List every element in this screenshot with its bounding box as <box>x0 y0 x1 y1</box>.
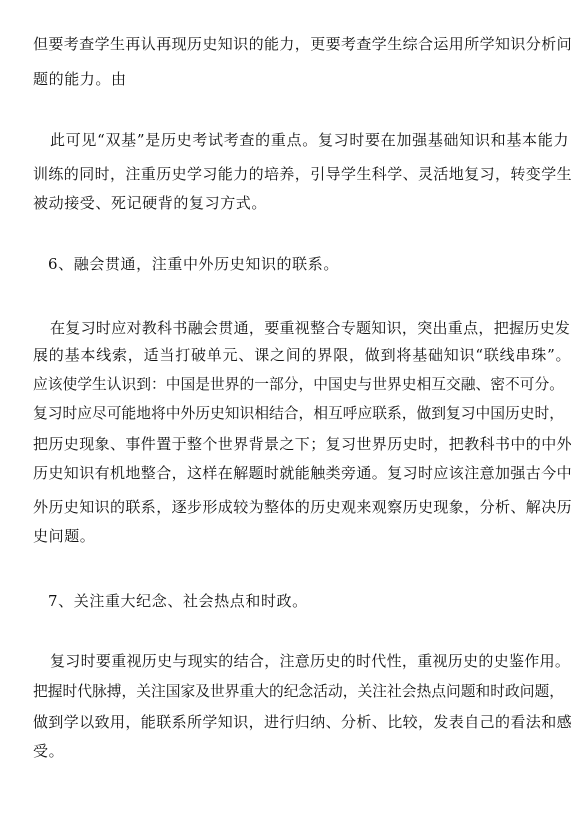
paragraph-4-line-1: 复习时要重视历史与现实的结合，注意历史的时代性，重视历史的史鉴作用。 <box>50 652 571 670</box>
paragraph-4-line-4: 受。 <box>33 742 65 760</box>
section-heading-6: 6、融会贯通，注重中外历史知识的联系。 <box>48 255 339 273</box>
paragraph-3-line-3: 应该使学生认识到：中国是世界的一部分，中国史与世界史相互交融、密不可分。 <box>33 376 564 393</box>
paragraph-1-line-1: 但要考查学生再认再现历史知识的能力，更要考查学生综合运用所学知识分析问 <box>33 35 573 53</box>
section-heading-7: 7、关注重大纪念、社会热点和时政。 <box>48 592 308 610</box>
paragraph-2-line-1: 此可见“双基”是历史考试考查的重点。复习时要在加强基础知识和基本能力 <box>50 131 570 149</box>
paragraph-2-line-3: 被动接受、死记硬背的复习方式。 <box>33 194 268 212</box>
paragraph-4-line-2: 把握时代脉搏，关注国家及世界重大的纪念活动，关注社会热点问题和时政问题， <box>33 683 564 700</box>
paragraph-3-line-5: 把历史现象、事件置于整个世界背景之下；复习世界历史时，把教科书中的中外 <box>33 435 573 453</box>
paragraph-3-line-8: 史问题。 <box>33 527 96 545</box>
paragraph-3-line-1: 在复习时应对教科书融会贯通，要重视整合专题知识，突出重点，把握历史发 <box>50 319 571 337</box>
paragraph-3-line-7: 外历史知识的联系，逐步形成较为整体的历史观来观察历史现象，分析、解决历 <box>33 498 573 516</box>
paragraph-1-line-2: 题的能力。由 <box>33 70 127 88</box>
paragraph-3-line-2: 展的基本线索，适当打破单元、课之间的界限，做到将基础知识“联线串珠”。 <box>33 346 572 364</box>
paragraph-3-line-4: 复习时应尽可能地将中外历史知识相结合，相互呼应联系，做到复习中国历史时， <box>33 405 564 422</box>
paragraph-3-line-6: 历史知识有机地整合，这样在解题时就能触类旁通。复习时应该注意加强古今中 <box>33 464 573 482</box>
paragraph-4-line-3: 做到学以致用，能联系所学知识，进行归纳、分析、比较，发表自己的看法和感 <box>33 713 573 731</box>
paragraph-2-line-2: 训练的同时，注重历史学习能力的培养，引导学生科学、灵活地复习，转变学生 <box>33 165 573 183</box>
